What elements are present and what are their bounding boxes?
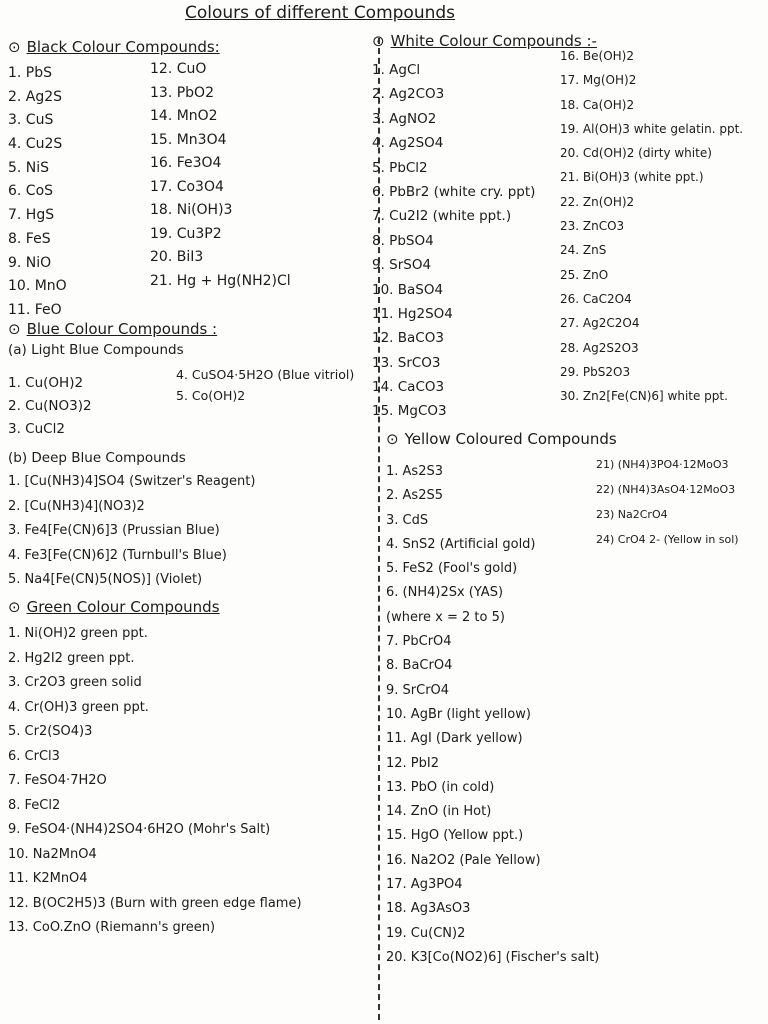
- deep-blue-section: [8, 448, 373, 468]
- list-item: 12. B(OC2H5)3 (Burn with green edge flame): [8, 895, 302, 911]
- list-item: 2. As2S5: [386, 488, 443, 504]
- list-item: 24. ZnS: [560, 243, 607, 258]
- list-item: 10. AgBr (light yellow): [386, 706, 531, 722]
- list-item: 2. Ag2S: [8, 88, 63, 105]
- list-item: 3. CuCl2: [8, 421, 65, 437]
- list-item: 5. NiS: [8, 159, 50, 176]
- list-item: 1. As2S3: [386, 464, 443, 479]
- list-item: 8. PbSO4: [372, 232, 434, 249]
- list-item: 7. FeSO4·7H2O: [8, 773, 107, 788]
- list-item: 3. CdS: [386, 512, 429, 528]
- list-item: 2. Ag2CO3: [372, 86, 445, 103]
- green-heading: ⊙ Green Colour Compounds: [8, 598, 220, 616]
- list-item: 17. Ag3PO4: [386, 877, 463, 893]
- list-item: 2. Hg2I2 green ppt.: [8, 650, 135, 666]
- list-item: 18. Ni(OH)3: [150, 202, 233, 218]
- list-item: 27. Ag2C2O4: [560, 316, 640, 331]
- list-item: 2. [Cu(NH3)4](NO3)2: [8, 498, 145, 514]
- list-item: 22) (NH4)3AsO4·12MoO3: [596, 483, 736, 496]
- black-section: [8, 36, 373, 58]
- list-item: 4. Cr(OH)3 green ppt.: [8, 699, 149, 715]
- list-item: 1. AgCl: [372, 62, 421, 78]
- light-blue-heading: (a) Light Blue Compounds: [8, 342, 184, 358]
- list-item: 22. Zn(OH)2: [560, 194, 635, 209]
- list-item: 21. Bi(OH)3 (white ppt.): [560, 170, 704, 185]
- light-blue-list-right: [176, 364, 376, 406]
- circled-dot-icon: ⊙: [8, 320, 21, 338]
- list-item: 2. Cu(NO3)2: [8, 398, 92, 414]
- list-item: 10. BaSO4: [372, 281, 444, 298]
- list-item: 4. Fe3[Fe(CN)6]2 (Turnbull's Blue): [8, 547, 227, 563]
- list-item: 13. SrCO3: [372, 354, 441, 371]
- list-item: 9. SrCrO4: [386, 682, 450, 698]
- list-item: 9. NiO: [8, 254, 52, 271]
- green-list: [8, 622, 376, 941]
- list-item: 12. PbI2: [386, 755, 440, 771]
- list-item: 4. CuSO4·5H2O (Blue vitriol): [176, 367, 355, 382]
- list-item: 8. FeCl2: [8, 797, 61, 813]
- list-item: 1. PbS: [8, 65, 53, 81]
- list-item: 10. MnO: [8, 278, 67, 295]
- list-item: 13. PbO (in cold): [386, 779, 495, 795]
- list-item: 6. (NH4)2Sx (YAS): [386, 585, 504, 601]
- list-item: 20. BiI3: [150, 249, 204, 265]
- list-item: 19. Al(OH)3 white gelatin. ppt.: [560, 121, 744, 136]
- list-item: 11. FeO: [8, 301, 62, 318]
- list-item: 14. CaCO3: [372, 379, 445, 396]
- yellow-heading: ⊙ Yellow Coloured Compounds: [386, 430, 617, 448]
- list-item: 25. ZnO: [560, 267, 609, 282]
- list-item: 5. PbCl2: [372, 159, 428, 176]
- list-item: 19. Cu3P2: [150, 225, 222, 242]
- list-item: 16. Fe3O4: [150, 155, 222, 171]
- list-item: 3. Cr2O3 green solid: [8, 675, 142, 690]
- list-item: 6. CrCl3: [8, 748, 60, 764]
- list-item: 28. Ag2S2O3: [560, 340, 639, 355]
- list-item: 6. CoS: [8, 183, 54, 200]
- list-item: 17. Mg(OH)2: [560, 73, 637, 88]
- list-item: 1. Ni(OH)2 green ppt.: [8, 626, 148, 641]
- list-item: 5. Co(OH)2: [176, 388, 246, 403]
- list-item: 30. Zn2[Fe(CN)6] white ppt.: [560, 389, 728, 404]
- list-item: 20. Cd(OH)2 (dirty white): [560, 146, 712, 161]
- yellow-list-2: [596, 452, 766, 552]
- list-item: 7. Cu2I2 (white ppt.): [372, 208, 512, 225]
- list-item: 24) CrO4 2- (Yellow in sol): [596, 533, 739, 546]
- list-item: 16. Be(OH)2: [560, 49, 634, 63]
- list-item: 14. ZnO (in Hot): [386, 804, 492, 820]
- list-item: 20. K3[Co(NO2)6] (Fischer's salt): [386, 949, 600, 965]
- circled-dot-icon: ⊙: [386, 430, 399, 448]
- list-item: 17. Co3O4: [150, 178, 224, 195]
- yellow-section: [386, 428, 766, 450]
- list-item: 21) (NH4)3PO4·12MoO3: [596, 458, 729, 471]
- list-item: 9. FeSO4·(NH4)2SO4·6H2O (Mohr's Salt): [8, 822, 271, 837]
- list-item: 3. Fe4[Fe(CN)6]3 (Prussian Blue): [8, 523, 220, 538]
- list-item: 21. Hg + Hg(NH2)Cl: [150, 272, 291, 289]
- list-item: 26. CaC2O4: [560, 291, 632, 306]
- circled-dot-icon: ⊙: [8, 598, 21, 616]
- list-item: 4. Ag2SO4: [372, 135, 444, 152]
- list-item: 29. PbS2O3: [560, 364, 631, 379]
- list-item: 11. AgI (Dark yellow): [386, 731, 523, 747]
- list-item: 3. AgNO2: [372, 110, 437, 127]
- list-item: 15. Mn3O4: [150, 131, 227, 148]
- list-item: 4. Cu2S: [8, 136, 63, 153]
- list-item: 13. PbO2: [150, 84, 214, 101]
- blue-section: [8, 318, 373, 360]
- deep-blue-list: [8, 470, 376, 593]
- list-item: 1. Cu(OH)2: [8, 375, 84, 391]
- deep-blue-heading: (b) Deep Blue Compounds: [8, 450, 186, 466]
- list-item: 14. MnO2: [150, 108, 218, 124]
- page-title: Colours of different Compounds: [185, 3, 456, 23]
- list-item: 11. Hg2SO4: [372, 305, 453, 322]
- circled-dot-icon: ⊙: [372, 32, 385, 50]
- list-item: 23. ZnCO3: [560, 219, 625, 234]
- list-item: 8. BaCrO4: [386, 658, 453, 674]
- list-item: 10. Na2MnO4: [8, 846, 97, 862]
- list-item: 15. MgCO3: [372, 403, 447, 420]
- white-list-1: [372, 58, 560, 424]
- list-item: 12. CuO: [150, 61, 207, 77]
- black-list-1: [8, 62, 148, 323]
- list-item: 16. Na2O2 (Pale Yellow): [386, 852, 541, 868]
- list-item: 8. FeS: [8, 230, 51, 247]
- list-item: 19. Cu(CN)2: [386, 925, 466, 941]
- list-item: 6. PbBr2 (white cry. ppt): [372, 183, 536, 200]
- list-item: 3. CuS: [8, 112, 54, 129]
- list-item: 5. Cr2(SO4)3: [8, 724, 93, 739]
- black-list-2: [150, 58, 375, 293]
- circled-dot-icon: ⊙: [8, 38, 21, 56]
- list-item: 9. SrSO4: [372, 257, 432, 274]
- list-item: 7. PbCrO4: [386, 634, 452, 650]
- green-section: [8, 596, 373, 618]
- list-item: 11. K2MnO4: [8, 871, 88, 886]
- list-item: 5. FeS2 (Fool's gold): [386, 561, 518, 577]
- yellow-list-1: [386, 460, 601, 970]
- list-item: 7. HgS: [8, 207, 55, 224]
- blue-heading: ⊙ Blue Colour Compounds :: [8, 320, 218, 338]
- black-heading: ⊙ Black Colour Compounds:: [8, 38, 220, 56]
- list-item: 18. Ag3AsO3: [386, 901, 471, 917]
- list-item: 1. [Cu(NH3)4]SO4 (Switzer's Reagent): [8, 474, 256, 489]
- list-item: 15. HgO (Yellow ppt.): [386, 828, 524, 844]
- white-heading: ⊙ White Colour Compounds :-: [372, 32, 597, 50]
- list-item: 4. SnS2 (Artificial gold): [386, 536, 536, 552]
- list-item: (where x = 2 to 5): [386, 609, 505, 625]
- list-item: 12. BaCO3: [372, 330, 444, 347]
- list-item: 5. Na4[Fe(CN)5(NOS)] (Violet): [8, 572, 203, 587]
- list-item: 18. Ca(OH)2: [560, 97, 635, 112]
- list-item: 13. CoO.ZnO (Riemann's green): [8, 920, 216, 935]
- light-blue-list: [8, 372, 173, 441]
- white-list-2: [560, 44, 765, 408]
- list-item: 23) Na2CrO4: [596, 508, 668, 521]
